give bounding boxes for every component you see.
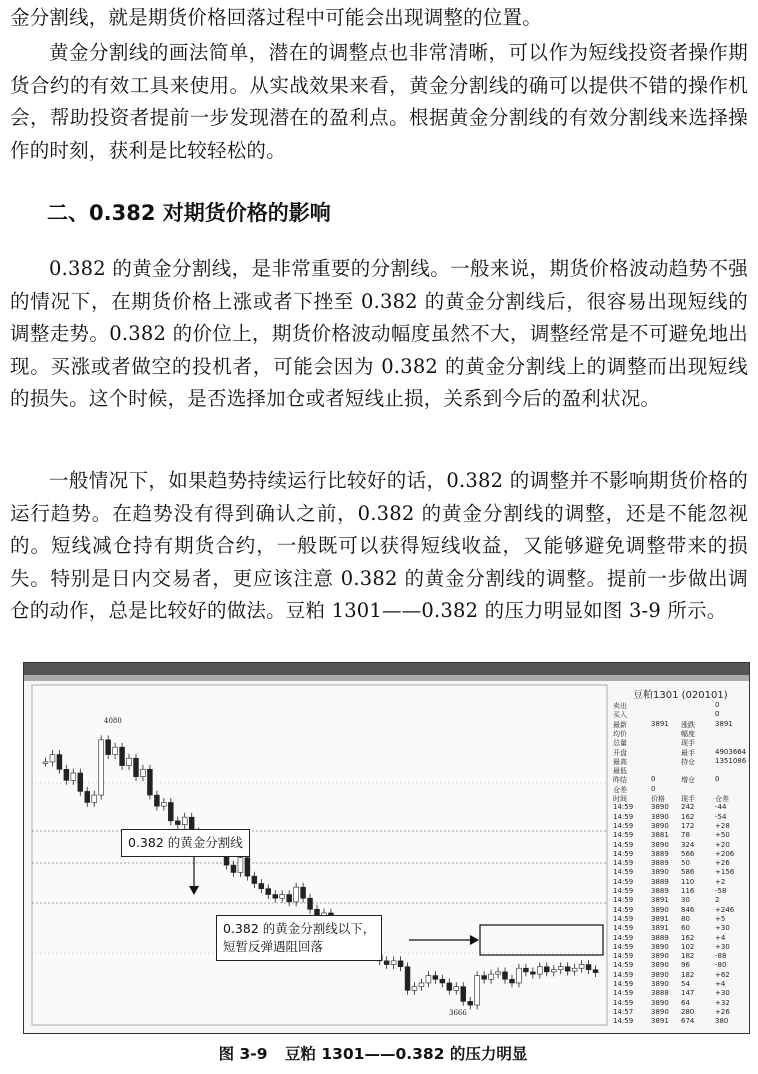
quote-cell: 0 [651,784,656,793]
quote-cell: 持仓 [681,757,695,766]
quote-row [611,989,746,998]
quote-cell: 3889 [651,877,669,886]
quote-cell: 14:57 [613,1007,634,1016]
quote-row [611,831,746,840]
quote-cell: 3890 [651,803,669,812]
candle-body [475,976,480,1005]
paragraph-0382-adjustment: 一般情况下，如果趋势持续运行比较好的话，0.382 的调整并不影响期货价格的运行趋势。在趋势没有得到确认之前，0.382 的黄金分割线的调整，还是不能忽视的。短线减仓持有期货合约，一般既可以获得短线收益，又能够避免调整带来的损失。特别是日内交易者，更应该注意 0.382 的黄金分割线的调整。提前一步做出调仓的动作，总是比较好的做法。豆粕 1301——0.382 的压力明显如图 3-9 所示。 [10,469,748,623]
quote-cell: 3891 [651,719,669,728]
quote-cell: 3890 [651,952,669,961]
quote-cell: 14:59 [613,933,634,942]
quote-row [611,813,746,822]
quote-cell: 3890 [651,970,669,979]
quote-cell: 80 [681,914,690,923]
quote-cell: +4 [715,980,726,988]
candle-body [516,968,521,983]
quote-cell: 116 [681,887,695,895]
quote-cell: 3891 [651,924,669,933]
candle-body [120,747,125,765]
candle-body [496,972,501,974]
quote-cell: 14:59 [613,859,634,868]
quote-cell: +246 [715,905,735,914]
quote-row [611,943,746,952]
candle-body [454,987,459,991]
candle-body [447,983,452,990]
quote-cell: 价格 [651,795,665,803]
candle-body [50,755,55,762]
quote-row [611,701,746,710]
candle-body [565,967,570,971]
quote-cell: +32 [715,998,730,1007]
quote-cell: 卖出 [613,702,627,710]
paragraph-golden-section-usage: 黄金分割线的画法简单，潜在的调整点也非常清晰，可以作为短线投资者操作期货合约的有效工具来使用。从实战效果来看，黄金分割线的确可以提供不错的操作机会，帮助投资者提前一步发现潜在的盈利点。根据黄金分割线的有效分割线来选择操作的时刻，获利是比较轻松的。 [10,41,748,162]
quote-cell: 总量 [613,739,627,748]
quote-cell: 162 [681,933,695,942]
quote-row [611,878,746,887]
candle-body [510,979,515,983]
candle-body [161,802,166,806]
candle-body [384,961,389,965]
quote-cell: 仓差 [613,785,627,794]
candle-body [586,965,591,970]
quote-cell: 均价 [613,729,627,738]
candle-body [238,858,243,873]
candle-body [134,758,139,776]
quote-row [611,729,746,738]
quote-cell: 162 [681,812,695,821]
quote-cell: 最高 [613,757,627,766]
candle-body [391,961,396,965]
candle-body [64,769,69,780]
quote-row [611,803,746,812]
candle-body [175,821,180,825]
quote-cell: 14:59 [613,905,634,914]
quote-cell: 110 [681,877,695,886]
quote-cell: 14:59 [613,961,634,970]
candle-body [482,976,487,980]
candle-body [57,755,62,770]
caption-label: 图 3-9 [218,1045,268,1063]
quote-cell: 3890 [651,1007,669,1016]
candle-body [113,747,118,754]
quote-cell: +28 [715,821,730,830]
quote-row [611,738,746,747]
candle-body [99,740,104,795]
quote-cell: 14:59 [613,868,634,877]
quote-cell: 3889 [651,859,669,868]
quote-cell: 3890 [651,840,669,849]
quote-cell: -54 [715,812,727,821]
callout-0382-line: 0.382 的黄金分割线 [121,829,250,857]
price-low-label: 3666 [449,1009,467,1017]
quote-cell: 3891 [651,914,669,923]
quote-cell: 3889 [651,887,669,895]
quote-row [611,850,746,859]
candle-body [308,898,313,909]
callout-rebound-resisted: 0.382 的黄金分割线以下， 短暂反弹遇阻回落 [216,915,382,961]
quote-row [611,980,746,989]
candle-body [106,740,111,755]
candle-body [461,987,466,1002]
quote-row [611,785,746,794]
toolbar-strip [24,663,749,675]
quote-cell: -80 [715,961,727,970]
quote-cell: 增仓 [681,776,695,785]
quote-cell: 14:59 [613,998,634,1007]
quote-row [611,859,746,868]
candle-body [168,802,173,820]
quote-cell: 14:59 [613,942,634,951]
quote-row [611,961,746,970]
candle-body [412,987,417,991]
quote-cell: 0 [715,710,720,719]
quote-cell: 380 [715,1017,729,1026]
quote-row [611,971,746,980]
quote-cell: 14:59 [613,924,634,933]
quote-cell: 3890 [651,961,669,970]
quote-row [611,896,746,905]
candle-body [92,795,97,802]
quote-cell: 时间 [613,795,627,803]
quote-cell: 3890 [651,980,669,988]
quote-cell: 3890 [651,905,669,914]
quote-cell: 昨结 [613,776,627,785]
quote-row [611,915,746,924]
figure-caption [0,1042,758,1064]
quote-cell: 14:59 [613,887,634,895]
toolbar-shadow [24,675,749,681]
section-heading: 二、0.382 对期货价格的影响 [47,201,331,225]
quote-cell: 586 [681,868,695,877]
quote-cell: 147 [681,989,695,998]
candle-body [593,970,598,973]
quote-cell: 14:59 [613,989,634,998]
candle-body [294,887,299,902]
paragraph-intro-tail: 金分割线，就是期货价格回落过程中可能会出现调整的位置。 [10,6,542,29]
quote-cell: +4 [715,933,726,942]
quote-cell: 1351086 [715,756,747,765]
quote-cell: 182 [681,952,695,961]
quote-cell: 3890 [651,998,669,1007]
quote-row [611,775,746,784]
candle-body [43,762,48,764]
figure-3-9-chart [23,662,750,1034]
quote-row [611,822,746,831]
quote-cell: 60 [681,924,690,933]
quote-cell: 幅度 [681,729,695,738]
quote-cell: 3890 [651,812,669,821]
quote-row [611,794,746,803]
quote-cell: 50 [681,859,690,868]
candle-body [252,876,257,883]
candle-body [259,883,264,888]
quote-cell: 242 [681,803,695,812]
candle-body [579,965,584,969]
quote-cell: 96 [681,961,690,970]
quote-cell: +30 [715,989,730,998]
candle-body [558,967,563,970]
candle-body [154,795,159,806]
quote-cell: 涨跌 [681,720,695,729]
quote-cell: 3889 [651,933,669,942]
quote-row [611,710,746,719]
quote-cell: 最低 [613,767,627,776]
quote-cell: +26 [715,859,730,868]
quote-cell: 14:59 [613,831,634,840]
quote-row [611,868,746,877]
quote-cell: 14:59 [613,803,634,812]
candle-body [544,967,549,972]
quote-cell: 14:59 [613,980,634,988]
quote-row [611,1017,746,1026]
quote-cell: 78 [681,831,690,840]
quote-cell: 3890 [651,868,669,877]
candle-body [287,895,292,902]
quote-cell: 64 [681,998,690,1007]
quote-cell: 14:59 [613,849,634,858]
quote-cell: 172 [681,821,695,830]
candle-body [147,769,152,795]
quote-cell: 3891 [651,1017,669,1026]
quote-cell: +2 [715,877,726,886]
candle-body [503,972,508,979]
quote-cell: 4903664 [715,747,747,756]
quote-cell: +26 [715,1007,730,1016]
quote-cell: 最手 [681,748,695,757]
quote-row [611,924,746,933]
candle-body [301,887,306,898]
candle-body [468,1001,473,1005]
quote-cell: 674 [681,1017,695,1026]
quote-cell: +50 [715,831,730,840]
price-high-label: 4080 [104,717,122,725]
candle-body [440,979,445,983]
quote-row [611,720,746,729]
quote-cell: +20 [715,840,730,849]
quote-cell: 14:59 [613,821,634,830]
quote-row [611,841,746,850]
quote-row [611,906,746,915]
quote-cell: -44 [715,803,727,812]
quote-cell: 14:59 [613,812,634,821]
quote-cell: +62 [715,970,730,979]
candle-body [537,967,542,974]
quote-panel [611,683,748,1031]
candle-body [273,895,278,899]
quote-cell: 14:59 [613,877,634,886]
quote-cell: 14:59 [613,896,634,905]
candle-body [280,895,285,899]
quote-panel-title: 豆粕1301 (020101) [633,690,728,701]
quote-cell: 102 [681,942,695,951]
quote-cell: 3891 [651,896,669,905]
quote-row [611,748,746,757]
quote-cell: 仓差 [715,795,729,803]
candle-body [530,972,535,974]
quote-row [611,952,746,961]
quote-cell: 最新 [613,720,627,729]
quote-cell: 0 [715,701,720,709]
candle-body [245,858,250,876]
quote-cell: 3890 [651,821,669,830]
paragraph-0382-importance: 0.382 的黄金分割线，是非常重要的分割线。一般来说，期货价格波动趋势不强的情况下，在期货价格上涨或者下挫至 0.382 的黄金分割线后，很容易出现短线的调整走势。0.382 的价位上，期货价格波动幅度虽然不大，调整经常是不可避免地出现。买涨或者做空的投机者，可能会因为 0.382 的黄金分割线上的调整而出现短线的损失。这个时候，是否选择加仓或者短线止损，关系到今后的盈利状况。 [10,257,748,411]
quote-cell: 566 [681,849,695,858]
quote-cell: +30 [715,924,730,933]
quote-cell: 182 [681,970,695,979]
candle-body [489,974,494,979]
quote-row [611,757,746,766]
quote-row [611,999,746,1008]
candle-body [426,976,431,983]
quote-cell: 0 [715,775,720,784]
quote-cell: 14:59 [613,914,634,923]
quote-cell: 3881 [651,831,669,840]
quote-cell: 280 [681,1007,695,1016]
candle-body [231,865,236,872]
quote-cell: 3889 [651,849,669,858]
candle-body [551,970,556,972]
quote-cell: 3888 [651,989,669,998]
quote-cell: 324 [681,840,695,849]
quote-cell: +30 [715,942,730,951]
candle-body [85,791,90,802]
caption-text: 豆粕 1301——0.382 的压力明显 [284,1045,528,1063]
quote-cell: 846 [681,905,695,914]
quote-cell: +156 [715,868,735,877]
quote-cell: 54 [681,980,690,988]
quote-cell: 现手 [681,795,695,803]
quote-cell: 30 [681,896,690,905]
candle-body [433,976,438,980]
quote-row [611,934,746,943]
quote-cell: 3891 [715,719,733,728]
quote-cell: +5 [715,914,726,923]
quote-cell: 现手 [681,739,695,748]
quote-row [611,766,746,775]
quote-cell: 2 [715,896,720,905]
candle-body [572,968,577,971]
candle-body [71,773,76,780]
quote-cell: 14:59 [613,1017,634,1026]
candle-body [523,968,528,972]
quote-cell: -88 [715,952,727,961]
quote-cell: +206 [715,849,735,858]
candle-body [398,961,403,967]
quote-cell: 14:59 [613,970,634,979]
candle-body [419,983,424,987]
candle-body [266,889,271,895]
quote-cell: 开盘 [613,748,627,757]
candle-body [405,967,410,991]
quote-cell: 买入 [613,711,627,720]
quote-cell: 0 [651,775,656,784]
candle-body [78,773,83,791]
quote-cell: -58 [715,887,727,895]
quote-cell: 3890 [651,942,669,951]
quote-row [611,887,746,896]
candle-body [141,769,146,776]
quote-row [611,1008,746,1017]
candle-body [182,817,187,824]
quote-cell: 14:59 [613,840,634,849]
quote-cell: 14:59 [613,952,634,961]
candle-body [127,758,132,765]
